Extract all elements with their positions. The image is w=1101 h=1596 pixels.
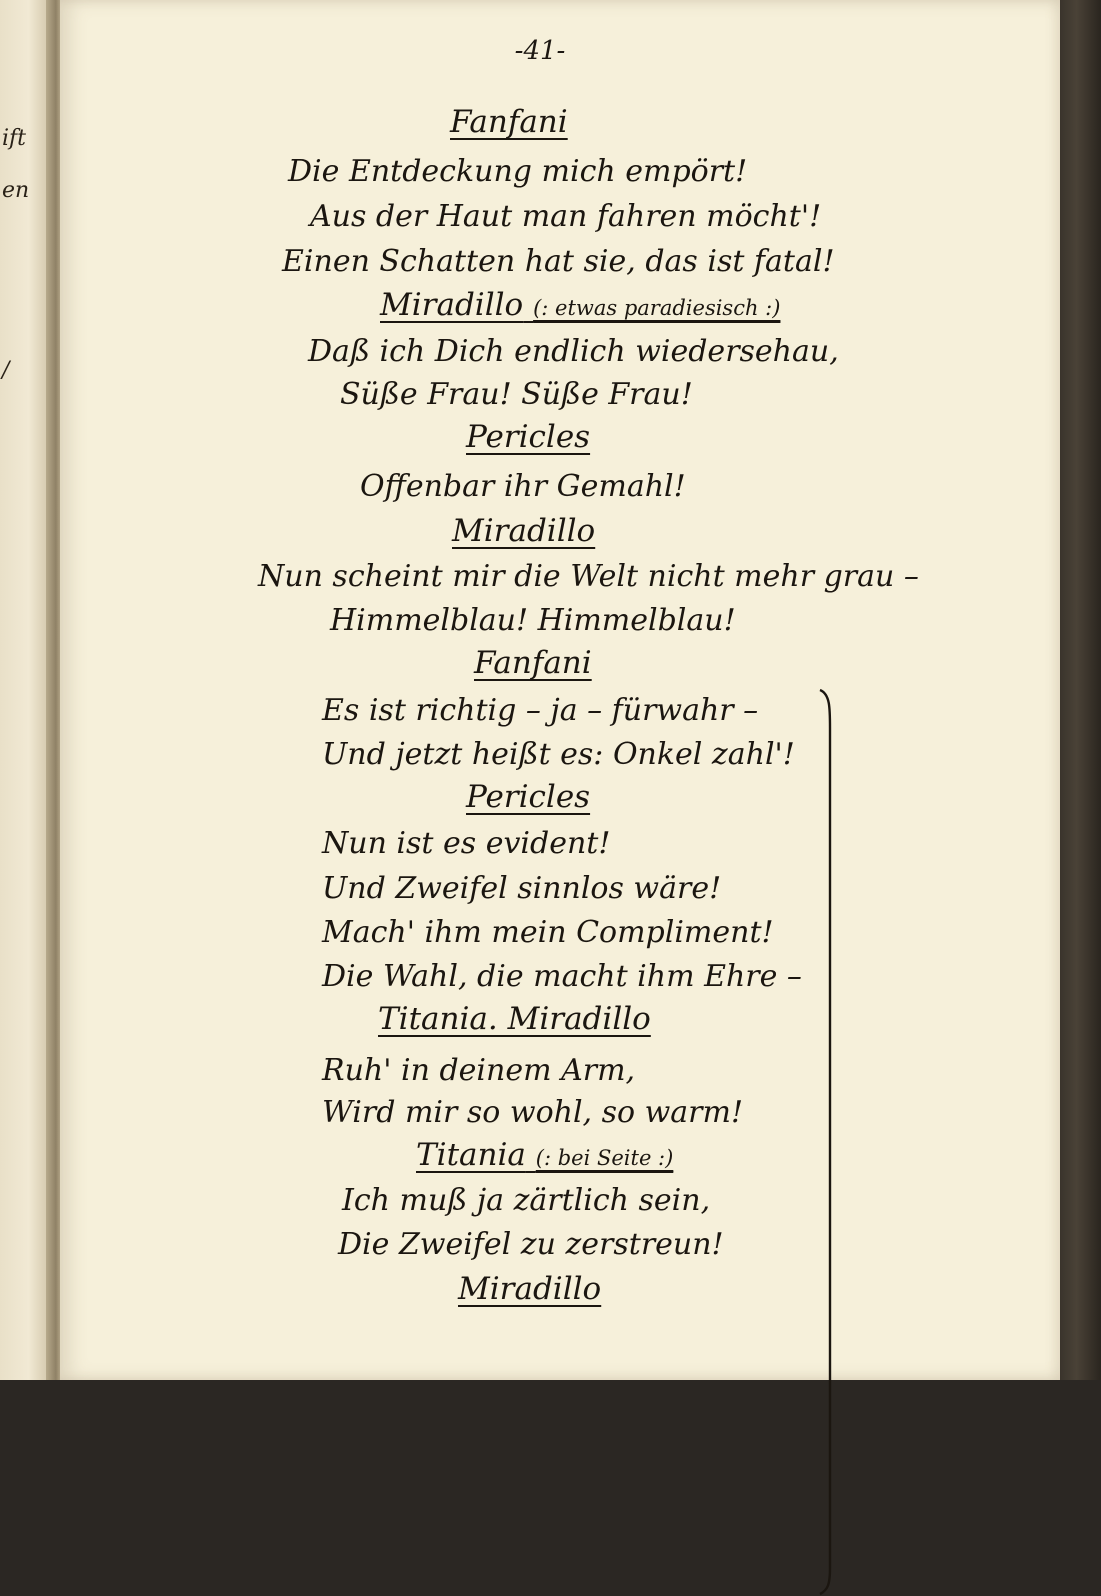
speaker-name: Titania. Miradillo — [378, 1001, 651, 1037]
verse-line: Nun ist es evident! — [322, 826, 611, 861]
book-cover-edge — [1060, 0, 1101, 1380]
verse-line: Ich muß ja zärtlich sein, — [342, 1183, 711, 1218]
verse-line: Es ist richtig – ja – fürwahr – — [322, 693, 759, 728]
page-number: -41- — [514, 36, 566, 66]
speaker-name: Pericles — [466, 419, 591, 455]
verse-line: Die Zweifel zu zerstreun! — [338, 1227, 724, 1262]
verse-line: Mach' ihm mein Compliment! — [322, 915, 774, 950]
speaker-label: Miradillo — [380, 287, 524, 323]
speaker-name: Miradillo — [452, 513, 596, 549]
left-page-fragment: ift — [2, 126, 27, 151]
speaker-name — [416, 1138, 673, 1172]
verse-line: Offenbar ihr Gemahl! — [360, 469, 686, 504]
speaker-name: Fanfani — [474, 645, 592, 681]
verse-line: Und jetzt heißt es: Onkel zahl'! — [322, 737, 795, 772]
verse-line: Aus der Haut man fahren möcht'! — [310, 199, 822, 234]
speaker-name: Pericles — [466, 779, 591, 815]
verse-line: Himmelblau! Himmelblau! — [330, 603, 736, 638]
manuscript-page — [60, 0, 1060, 1380]
speaker-label: Titania — [416, 1137, 526, 1173]
verse-line: Die Wahl, die macht ihm Ehre – — [322, 959, 802, 994]
verse-line: Einen Schatten hat sie, das ist fatal! — [282, 244, 835, 279]
verse-line: Daß ich Dich endlich wiedersehau, — [308, 334, 839, 369]
left-page-edge — [0, 0, 52, 1380]
right-brace-bracket — [818, 688, 836, 1596]
stage-direction: (: bei Seite :) — [535, 1146, 674, 1170]
speaker-name: Miradillo — [458, 1271, 602, 1307]
verse-line: Ruh' in deinem Arm, — [322, 1053, 636, 1088]
left-page-fragment: en — [2, 178, 30, 203]
stage-direction: (: etwas paradiesisch :) — [533, 296, 781, 320]
verse-line: Süße Frau! Süße Frau! — [340, 377, 693, 412]
left-page-fragment: / — [2, 358, 10, 383]
verse-line: Nun scheint mir die Welt nicht mehr grau – — [258, 559, 919, 594]
verse-line: Und Zweifel sinnlos wäre! — [322, 871, 722, 906]
verse-line: Wird mir so wohl, so warm! — [322, 1095, 744, 1130]
speaker-name — [380, 288, 780, 322]
speaker-name: Fanfani — [450, 104, 568, 140]
verse-line: Die Entdeckung mich empört! — [288, 154, 748, 189]
